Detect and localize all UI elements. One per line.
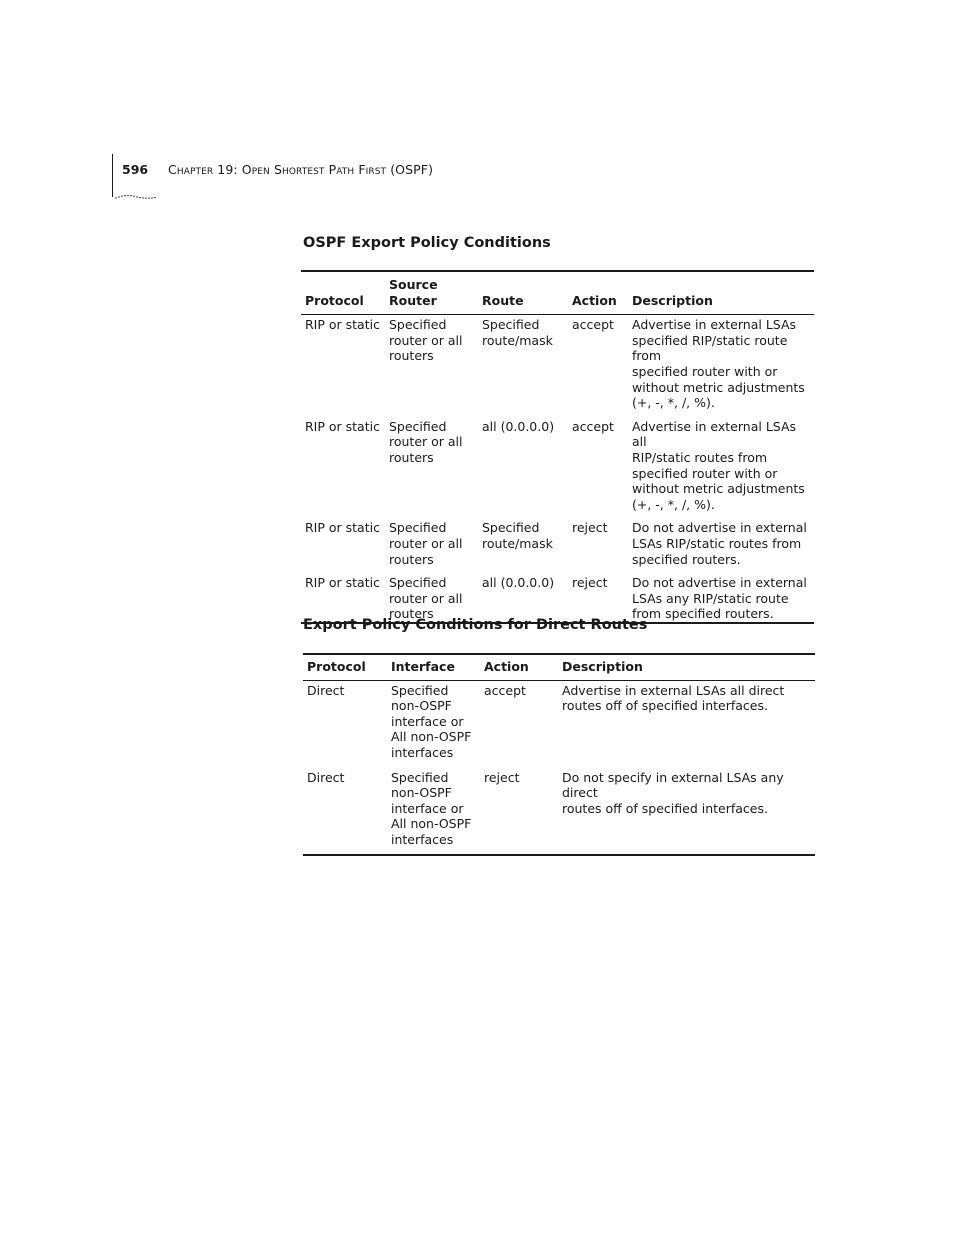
cell-action: reject xyxy=(484,769,520,785)
cell-route: Specified route/mask xyxy=(482,317,553,348)
cell-description: Advertise in external LSAs all RIP/static routes from specified router with or without metric adjustments (+, -, *, /, %). xyxy=(632,418,805,512)
table1-title: OSPF Export Policy Conditions xyxy=(303,235,551,251)
column-header-description: Description xyxy=(628,271,814,315)
direct-routes-policy-table xyxy=(303,653,815,856)
cell-source-router: Specified router or all routers xyxy=(389,520,463,567)
cell-interface: Specified non-OSPF interface or All non-OSPF interfaces xyxy=(391,682,472,760)
table-row xyxy=(301,315,814,418)
cell-description: Advertise in external LSAs all direct routes off of specified interfaces. xyxy=(562,682,785,714)
column-header-source-router xyxy=(385,271,478,315)
cell-interface: Specified non-OSPF interface or All non-OSPF interfaces xyxy=(391,769,472,847)
column-header-protocol: Protocol xyxy=(303,654,387,680)
cell-protocol: RIP or static xyxy=(305,317,380,333)
column-header-action: Action xyxy=(568,271,628,315)
cell-description: Do not advertise in external LSAs RIP/static routes from specified routers. xyxy=(632,520,807,567)
table-header-row xyxy=(301,271,814,315)
table-row xyxy=(303,680,815,767)
cell-source-router: Specified router or all routers xyxy=(389,317,463,364)
header-rule xyxy=(112,154,113,197)
chapter-title: Chapter 19: Open Shortest Path First (OSPF) xyxy=(168,162,434,177)
page-header xyxy=(112,154,512,198)
table-row xyxy=(303,768,815,855)
table2-body xyxy=(303,680,815,854)
table-row xyxy=(301,574,814,623)
table-row xyxy=(301,519,814,574)
cell-route: all (0.0.0.0) xyxy=(482,575,555,591)
header-dots-decoration xyxy=(114,194,158,200)
column-header-route: Route xyxy=(478,271,568,315)
cell-source-router: Specified router or all routers xyxy=(389,418,463,465)
cell-action: reject xyxy=(572,520,608,536)
cell-action: accept xyxy=(572,418,614,434)
cell-route: all (0.0.0.0) xyxy=(482,418,555,434)
cell-protocol: RIP or static xyxy=(305,520,380,536)
table-header-row xyxy=(303,654,815,680)
ospf-export-policy-table xyxy=(301,270,814,624)
column-header-interface: Interface xyxy=(387,654,480,680)
cell-protocol: RIP or static xyxy=(305,418,380,434)
column-header-protocol: Protocol xyxy=(301,271,385,315)
column-header-source-router-line2: Router xyxy=(389,292,437,308)
column-header-source-router-line1: Source xyxy=(389,277,438,292)
cell-description: Do not specify in external LSAs any direct routes off of specified interfaces. xyxy=(562,769,784,816)
page-number: 596 xyxy=(122,162,149,177)
cell-protocol: RIP or static xyxy=(305,575,380,591)
cell-action: accept xyxy=(572,317,614,333)
cell-protocol: Direct xyxy=(307,682,345,698)
table-row xyxy=(301,418,814,520)
cell-source-router: Specified router or all routers xyxy=(389,575,463,622)
cell-description: Advertise in external LSAs specified RIP/static route from specified router with or without metric adjustments (+, -, *, /, %). xyxy=(632,317,805,411)
cell-route: Specified route/mask xyxy=(482,520,553,551)
cell-action: reject xyxy=(572,575,608,591)
cell-protocol: Direct xyxy=(307,769,345,785)
column-header-description: Description xyxy=(558,654,815,680)
column-header-action: Action xyxy=(480,654,558,680)
table1-body xyxy=(301,315,814,623)
table2-title: Export Policy Conditions for Direct Routes xyxy=(303,617,648,633)
cell-action: accept xyxy=(484,682,526,698)
cell-description: Do not advertise in external LSAs any RIP/static route from specified routers. xyxy=(632,575,807,622)
